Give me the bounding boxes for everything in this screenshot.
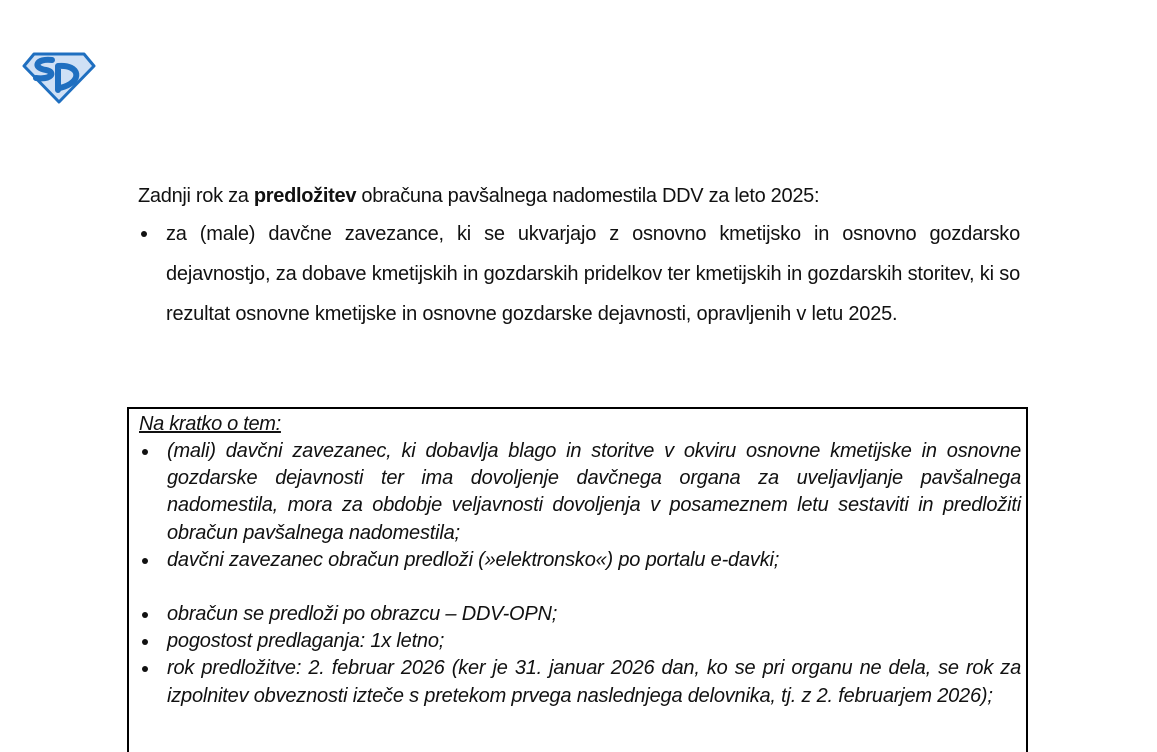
- shield-logo-icon: [22, 50, 96, 104]
- intro-heading: [138, 176, 1020, 216]
- intro-prefix: Zadnji rok za: [138, 185, 254, 207]
- list-item: za (male) davčne zavezance, ki se ukvarjajo z osnovno kmetijsko in osnovno gozdarsko dejavnostjo, za dobave kmetijskih in gozdarskih pridelkov ter kmetijskih in gozdarskih storitev, ki so rezultat osnovne kmetijske in osnovne gozdarske dejavnosti, opravljenih v letu 2025.: [138, 214, 1020, 334]
- list-item: davčni zavezanec obračun predloži (»elektronsko«) po portalu e-davki;: [139, 547, 1021, 574]
- spacer: [139, 574, 1021, 601]
- summary-list: [139, 438, 1021, 710]
- summary-box: [127, 407, 1028, 752]
- list-item: (mali) davčni zavezanec, ki dobavlja blago in storitve v okviru osnovne kmetijske in osnovne gozdarske dejavnosti ter ima dovoljenje davčnega organa za uveljavljanje pavšalnega nadomestila, mora za obdobje veljavnosti dovoljenja v posameznem letu sestaviti in predložiti obračun pavšalnega nadomestila;: [139, 438, 1021, 547]
- company-logo: [22, 50, 96, 104]
- list-item: rok predložitve: 2. februar 2026 (ker je 31. januar 2026 dan, ko se pri organu ne dela, se rok za izpolnitev obveznosti izteče s pretekom prvega naslednjega delovnika, tj. z 2. februarjem 2026);: [139, 655, 1021, 709]
- deadline-list: [138, 214, 1020, 334]
- list-item: obračun se predloži po obrazcu – DDV-OPN;: [139, 601, 1021, 628]
- list-item: pogostost predlaganja: 1x letno;: [139, 628, 1021, 655]
- intro-bold: predložitev: [253, 185, 357, 207]
- intro-suffix: obračuna pavšalnega nadomestila DDV za leto 2025:: [356, 185, 820, 207]
- summary-title: Na kratko o tem:: [139, 413, 281, 435]
